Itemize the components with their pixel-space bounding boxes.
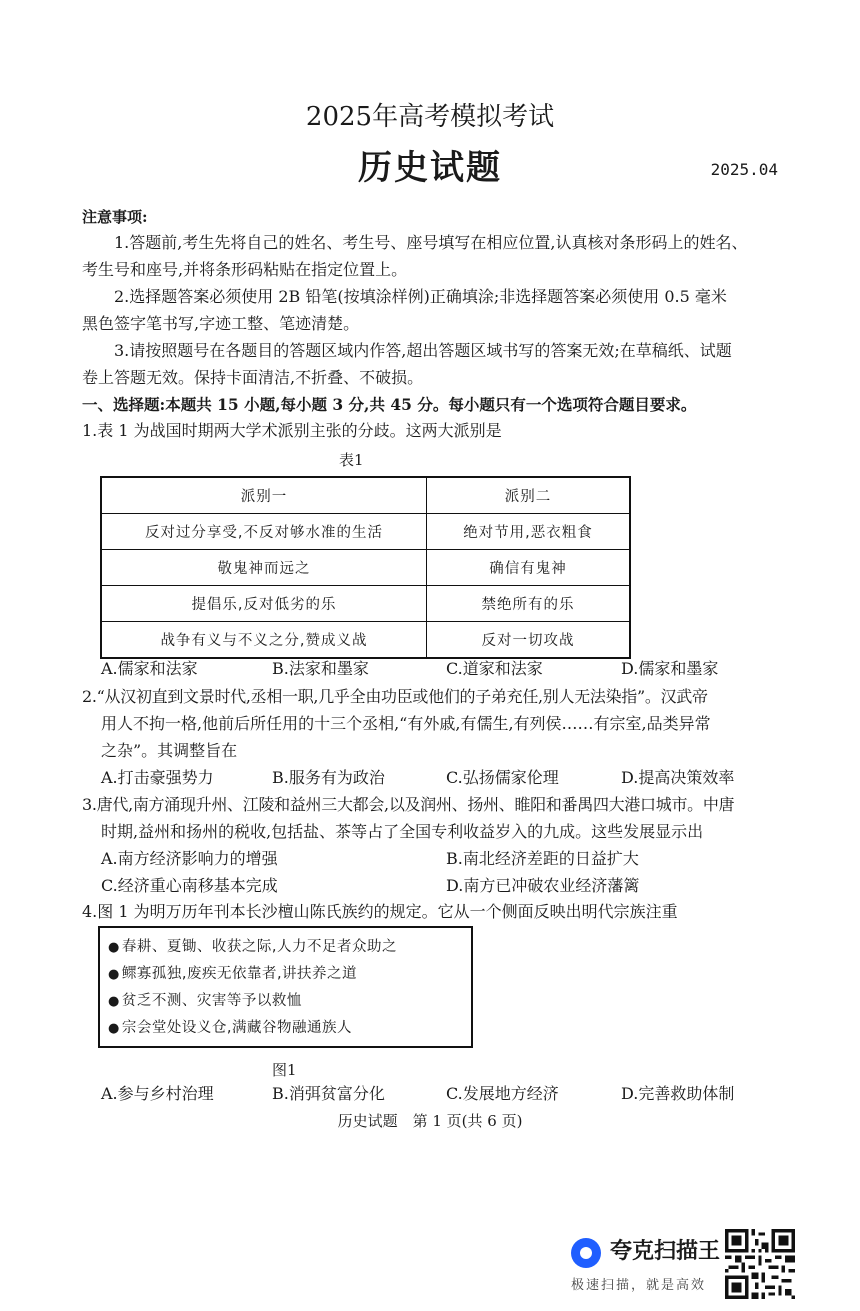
q3-stem-line-1: 3.唐代,南方涌现升州、江陵和益州三大都会,以及润州、扬州、睢阳和番禺四大港口城市。中唐 bbox=[82, 795, 735, 814]
table-cell: 反对过分享受,不反对够水准的生活 bbox=[101, 514, 427, 550]
figure-1-box bbox=[98, 926, 473, 1048]
table-1 bbox=[100, 476, 631, 659]
scanner-slogan: 极速扫描，就是高效 bbox=[571, 1278, 707, 1293]
q2-stem-line-3: 之杂”。其调整旨在 bbox=[101, 741, 238, 760]
table-header-row bbox=[101, 477, 630, 514]
q1-option-b: B.法家和墨家 bbox=[272, 659, 369, 678]
section-1-heading: 一、选择题:本题共 15 小题,每小题 3 分,共 45 分。每小题只有一个选项符合题目要求。 bbox=[82, 395, 697, 414]
bullet-icon: ● bbox=[108, 967, 120, 982]
figure-line: ● 宗会堂处设义仓,满藏谷物融通族人 bbox=[108, 1020, 352, 1036]
q1-option-d: D.儒家和墨家 bbox=[621, 659, 719, 678]
table-row bbox=[101, 622, 630, 659]
q2-option-b: B.服务有为政治 bbox=[272, 768, 385, 787]
table-row bbox=[101, 550, 630, 586]
exam-title: 2025年高考模拟考试 bbox=[305, 102, 555, 132]
bullet-icon: ● bbox=[108, 994, 120, 1009]
q1-option-c: C.道家和法家 bbox=[446, 659, 543, 678]
q2-stem-line-1: 2.“从汉初直到文景时代,丞相一职,几乎全由功臣或他们的子弟充任,别人无法染指”。汉武帝 bbox=[82, 687, 708, 706]
q3-option-d: D.南方已冲破农业经济藩篱 bbox=[446, 876, 640, 895]
q3-option-a: A.南方经济影响力的增强 bbox=[101, 849, 278, 868]
table-header-cell: 派别一 bbox=[101, 477, 427, 514]
notice-item-2-line-1: 2.选择题答案必须使用 2B 铅笔(按填涂样例)正确填涂;非选择题答案必须使用 0.5 毫米 bbox=[114, 287, 727, 306]
qr-code-icon bbox=[725, 1229, 795, 1299]
table-cell: 确信有鬼神 bbox=[427, 550, 631, 586]
table-header-cell: 派别二 bbox=[427, 477, 631, 514]
table-cell: 绝对节用,恶衣粗食 bbox=[427, 514, 631, 550]
notice-item-1-line-1: 1.答题前,考生先将自己的姓名、考生号、座号填写在相应位置,认真核对条形码上的姓名、 bbox=[114, 233, 748, 252]
table-cell: 提倡乐,反对低劣的乐 bbox=[101, 586, 427, 622]
q3-stem-line-2: 时期,益州和扬州的税收,包括盐、茶等占了全国专利收益岁入的九成。这些发展显示出 bbox=[101, 822, 704, 841]
table-1-caption: 表1 bbox=[339, 451, 364, 469]
subject-title: 历史试题 bbox=[358, 148, 502, 188]
table-cell: 反对一切攻战 bbox=[427, 622, 631, 659]
figure-line: ● 贫乏不测、灾害等予以救恤 bbox=[108, 993, 302, 1009]
q1-stem: 1.表 1 为战国时期两大学术派别主张的分歧。这两大派别是 bbox=[82, 421, 502, 440]
q3-option-c: C.经济重心南移基本完成 bbox=[101, 876, 278, 895]
bullet-icon: ● bbox=[108, 940, 120, 955]
q1-option-a: A.儒家和法家 bbox=[101, 659, 198, 678]
page-footer: 历史试题 第 1 页(共 6 页) bbox=[337, 1112, 523, 1130]
figure-line: ● 春耕、夏锄、收获之际,人力不足者众助之 bbox=[108, 939, 397, 955]
table-row bbox=[101, 514, 630, 550]
q4-option-d: D.完善救助体制 bbox=[621, 1084, 735, 1103]
bullet-icon: ● bbox=[108, 1021, 120, 1036]
table-cell: 战争有义与不义之分,赞成义战 bbox=[101, 622, 427, 659]
q2-option-a: A.打击豪强势力 bbox=[101, 768, 214, 787]
notice-item-3-line-1: 3.请按照题号在各题目的答题区域内作答,超出答题区域书写的答案无效;在草稿纸、试题 bbox=[114, 341, 732, 360]
notice-heading: 注意事项: bbox=[82, 208, 148, 226]
table-cell: 敬鬼神而远之 bbox=[101, 550, 427, 586]
scanner-brand: 夸克扫描王 bbox=[610, 1239, 721, 1264]
notice-item-3-line-2: 卷上答题无效。保持卡面清洁,不折叠、不破损。 bbox=[82, 368, 424, 387]
table-cell: 禁绝所有的乐 bbox=[427, 586, 631, 622]
q4-option-a: A.参与乡村治理 bbox=[101, 1084, 214, 1103]
table-row bbox=[101, 586, 630, 622]
q4-stem: 4.图 1 为明万历年刊本长沙檀山陈氏族约的规定。它从一个侧面反映出明代宗族注重 bbox=[82, 902, 678, 921]
notice-item-2-line-2: 黑色签字笔书写,字迹工整、笔迹清楚。 bbox=[82, 314, 360, 333]
scanner-logo-inner bbox=[580, 1247, 592, 1259]
figure-1-caption: 图1 bbox=[272, 1061, 297, 1079]
q4-option-b: B.消弭贫富分化 bbox=[272, 1084, 385, 1103]
exam-date: 2025.04 bbox=[710, 160, 778, 179]
q3-option-b: B.南北经济差距的日益扩大 bbox=[446, 849, 639, 868]
notice-item-1-line-2: 考生号和座号,并将条形码粘贴在指定位置上。 bbox=[82, 260, 408, 279]
q2-option-d: D.提高决策效率 bbox=[621, 768, 735, 787]
q2-option-c: C.弘扬儒家伦理 bbox=[446, 768, 559, 787]
figure-line: ● 鳏寡孤独,废疾无依靠者,讲扶养之道 bbox=[108, 966, 358, 982]
q4-option-c: C.发展地方经济 bbox=[446, 1084, 559, 1103]
q2-stem-line-2: 用人不拘一格,他前后所任用的十三个丞相,“有外戚,有儒生,有列侯……有宗室,品类异常 bbox=[101, 714, 711, 733]
